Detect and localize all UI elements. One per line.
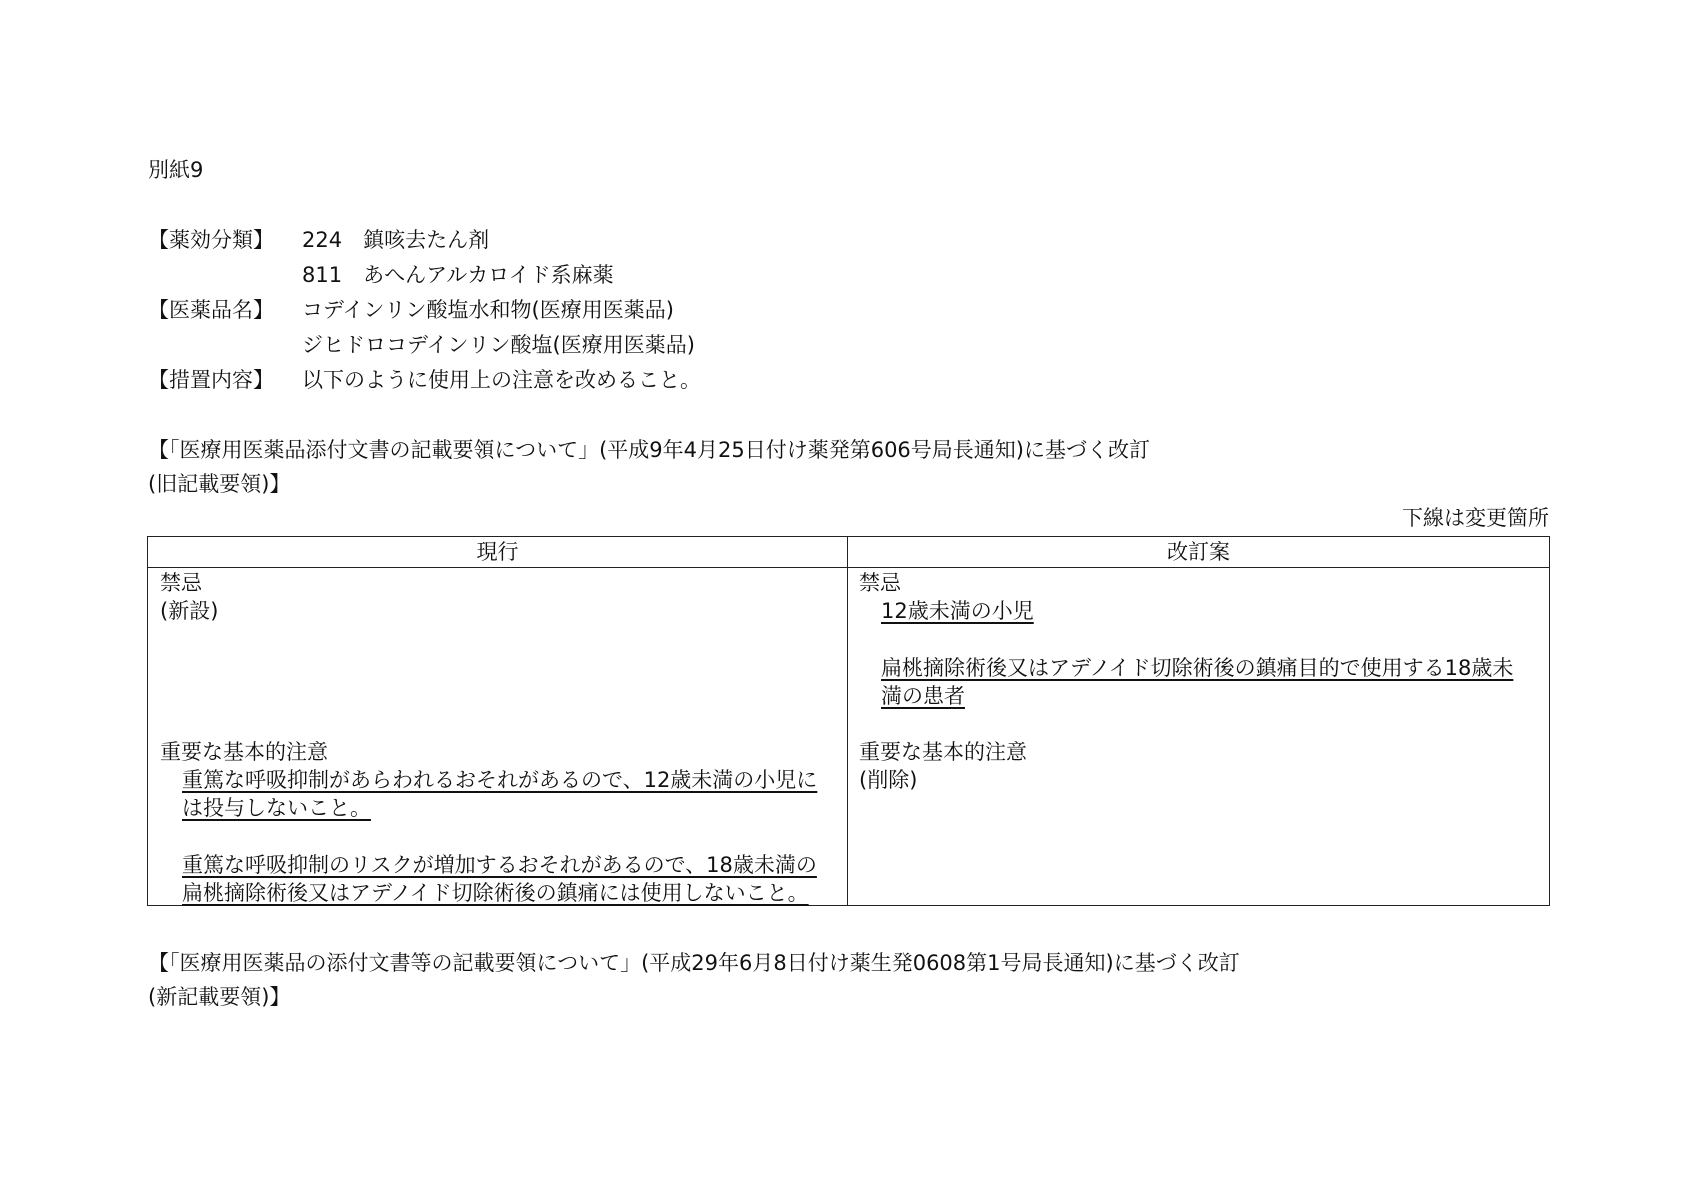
- header-current: 現行: [476, 540, 519, 564]
- section2-heading: 【「医療用医薬品の添付文書等の記載要領について」(平成29年6月8日付け薬生発0608第1号局長通知)に基づく改訂: [148, 951, 1240, 975]
- current-precaution-item1-line2: は投与しないこと。: [182, 796, 371, 820]
- category-label: 【薬効分類】: [148, 228, 274, 252]
- revised-contra-item2-line2: 満の患者: [881, 684, 965, 708]
- current-contra-title: 禁忌: [160, 571, 202, 595]
- revised-contra-item1: 12歳未満の小児: [881, 599, 1034, 623]
- action-label: 【措置内容】: [148, 368, 274, 392]
- revised-precaution-title: 重要な基本的注意: [859, 740, 1027, 764]
- meta-row-category-2: [148, 261, 614, 296]
- revised-contra-title: 禁忌: [859, 571, 901, 595]
- attachment-label: 別紙9: [148, 158, 204, 182]
- category-value-2: 811 あへんアルカロイド系麻薬: [302, 263, 614, 287]
- table-header-row: [148, 537, 1549, 568]
- current-precaution-item2-line1: 重篤な呼吸抑制のリスクが増加するおそれがあるので、18歳未満の: [182, 853, 817, 877]
- column-divider: [847, 537, 848, 905]
- change-note: 下線は変更箇所: [1402, 506, 1549, 530]
- revised-contra-item2-line1: 扁桃摘除術後又はアデノイド切除術後の鎮痛目的で使用する18歳未: [881, 656, 1514, 680]
- current-contra-new: (新設): [160, 599, 219, 623]
- meta-row-action: [148, 366, 701, 401]
- action-value: 以下のように使用上の注意を改めること。: [302, 368, 701, 392]
- current-precaution-item2-line2: 扁桃摘除術後又はアデノイド切除術後の鎮痛には使用しないこと。: [182, 881, 809, 905]
- current-precaution-item1-line1: 重篤な呼吸抑制があらわれるおそれがあるので、12歳未満の小児に: [182, 768, 818, 792]
- current-precaution-title: 重要な基本的注意: [160, 740, 328, 764]
- revised-precaution-deleted: (削除): [859, 768, 918, 792]
- meta-row-category: [148, 226, 489, 261]
- meta-row-drug: [148, 296, 674, 331]
- header-revised: 改訂案: [1167, 540, 1230, 564]
- section1-heading: 【「医療用医薬品添付文書の記載要領について」(平成9年4月25日付け薬発第606号局長通知)に基づく改訂: [148, 438, 1150, 462]
- meta-row-drug-2: [148, 331, 695, 366]
- section2-heading-sub: (新記載要領)】: [148, 985, 291, 1009]
- drug-label: 【医薬品名】: [148, 298, 274, 322]
- drug-value-2: ジヒドロコデインリン酸塩(医療用医薬品): [302, 333, 695, 357]
- comparison-table: [147, 536, 1550, 906]
- drug-value-1: コデインリン酸塩水和物(医療用医薬品): [302, 298, 674, 322]
- category-value-1: 224 鎮咳去たん剤: [302, 228, 490, 252]
- section1-heading-sub: (旧記載要領)】: [148, 472, 291, 496]
